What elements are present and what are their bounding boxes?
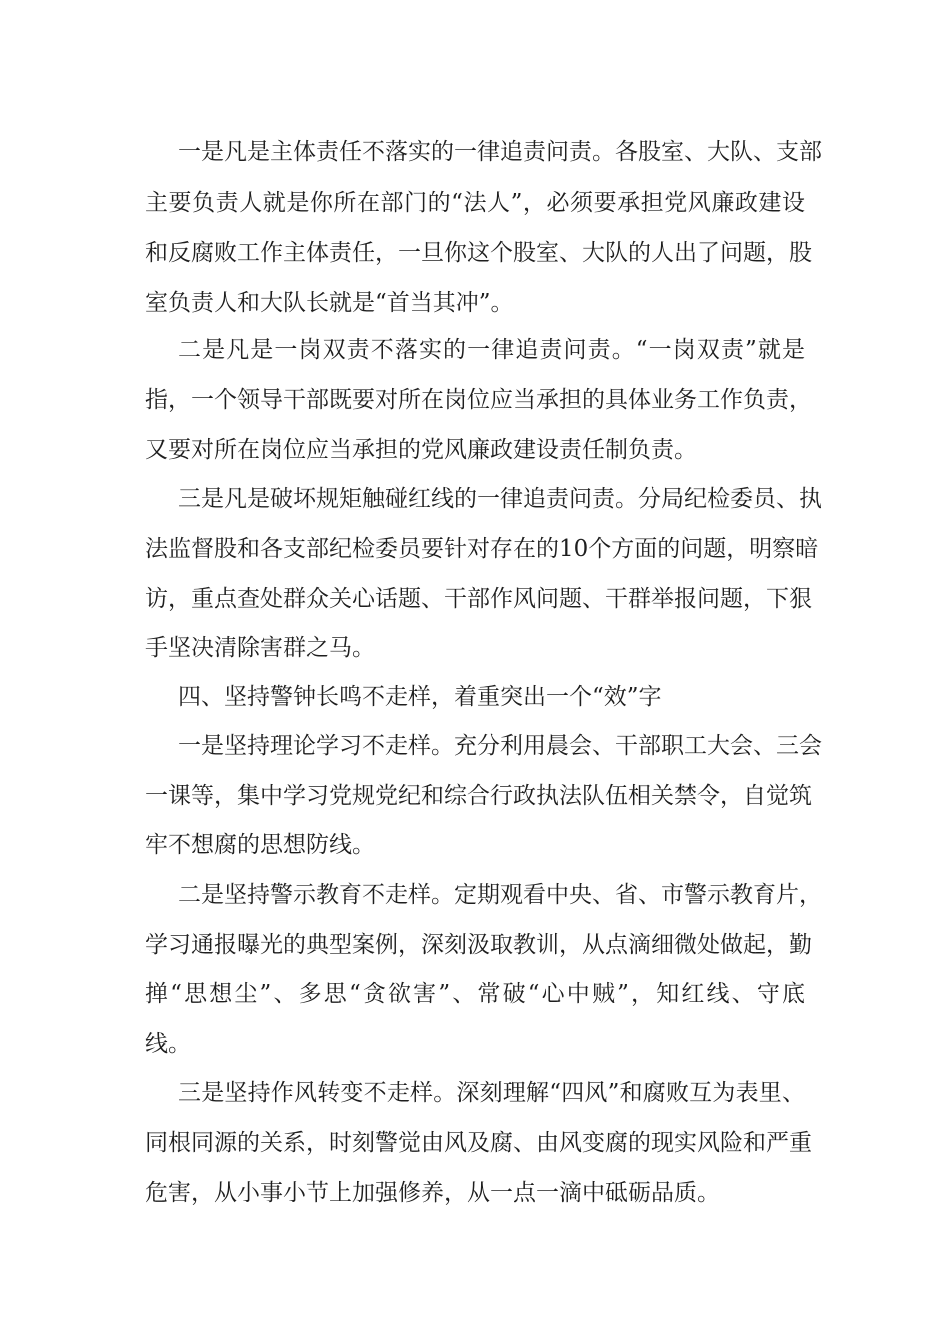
text-line: 一是凡是主体责任不落实的一律追责问责。各股室、大队、支部 bbox=[178, 139, 822, 165]
text-line: 法监督股和各支部纪检委员要针对存在的10个方面的问题，明察暗 bbox=[145, 536, 819, 562]
text-line: 二是坚持警示教育不走样。定期观看中央、省、市警示教育片， bbox=[178, 882, 822, 908]
text-line: 掸“思想尘”、多思“贪欲害”、常破“心中贼”，知红线、守底 bbox=[145, 981, 805, 1007]
text-line: 主要负责人就是你所在部门的“法人”，必须要承担党风廉政建设 bbox=[145, 190, 805, 216]
text-line: 一课等，集中学习党规党纪和综合行政执法队伍相关禁令，自觉筑 bbox=[145, 783, 812, 809]
text-line: 指，一个领导干部既要对所在岗位应当承担的具体业务工作负责， bbox=[145, 387, 812, 413]
text-line: 线。 bbox=[145, 1031, 191, 1057]
text-line: 二是凡是一岗双责不落实的一律追责问责。“一岗双责”就是 bbox=[178, 337, 805, 363]
section-heading: 四、坚持警钟长鸣不走样，着重突出一个“效”字 bbox=[178, 684, 662, 710]
text-line: 一是坚持理论学习不走样。充分利用晨会、干部职工大会、三会 bbox=[178, 733, 822, 759]
text-line: 同根同源的关系，时刻警觉由风及腐、由风变腐的现实风险和严重 bbox=[145, 1130, 812, 1156]
text-line: 危害，从小事小节上加强修养，从一点一滴中砥砺品质。 bbox=[145, 1180, 720, 1206]
text-line: 又要对所在岗位应当承担的党风廉政建设责任制负责。 bbox=[145, 437, 697, 463]
text-line: 手坚决清除害群之马。 bbox=[145, 635, 375, 661]
text-line: 室负责人和大队长就是“首当其冲”。 bbox=[145, 290, 514, 316]
text-line: 和反腐败工作主体责任，一旦你这个股室、大队的人出了问题，股 bbox=[145, 240, 812, 266]
text-line: 牢不想腐的思想防线。 bbox=[145, 832, 375, 858]
text-line: 三是坚持作风转变不走样。深刻理解“四风”和腐败互为表里、 bbox=[178, 1080, 805, 1106]
text-line: 学习通报曝光的典型案例，深刻汲取教训，从点滴细微处做起，勤 bbox=[145, 932, 812, 958]
text-line: 访，重点查处群众关心话题、干部作风问题、干群举报问题，下狠 bbox=[145, 586, 812, 612]
text-line: 三是凡是破坏规矩触碰红线的一律追责问责。分局纪检委员、执 bbox=[178, 486, 822, 512]
